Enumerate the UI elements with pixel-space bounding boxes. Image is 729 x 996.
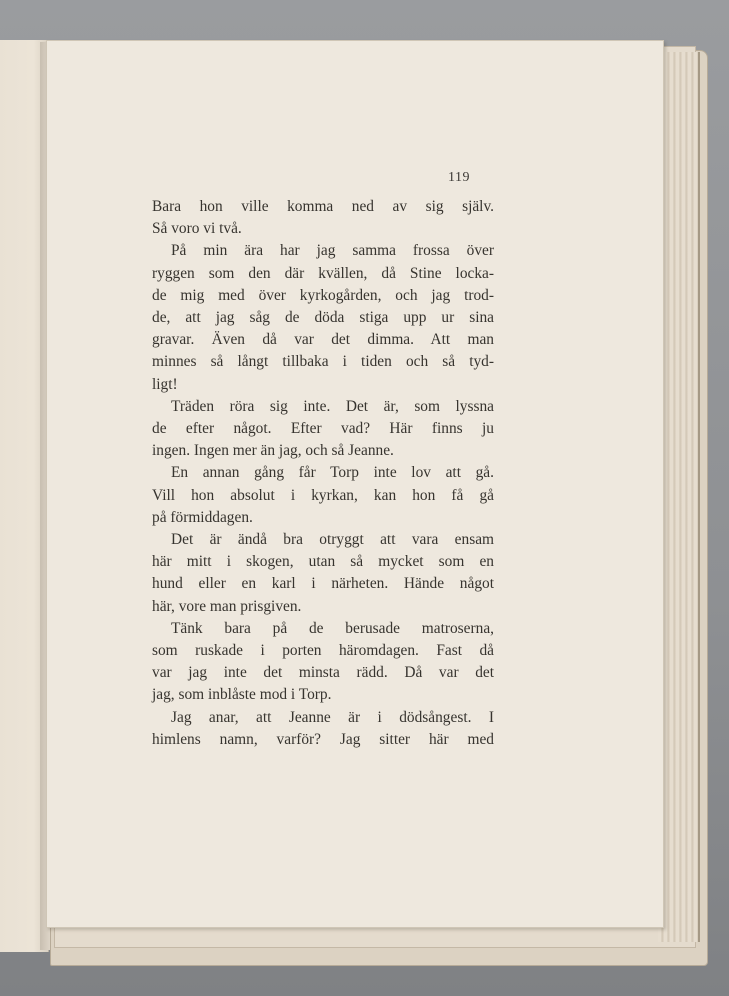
- text-line: minnes så långt tillbaka i tiden och så tyd-: [152, 353, 494, 371]
- text-line: var jag inte det minsta rädd. Då var det: [152, 664, 494, 682]
- text-line: himlens namn, varför? Jag sitter här med: [152, 730, 494, 748]
- text-line: Bara hon ville komma ned av sig själv.: [152, 198, 494, 215]
- text-line: På min ära har jag samma frossa över: [171, 242, 494, 260]
- text-line: de efter något. Efter vad? Här finns ju: [152, 420, 494, 438]
- text-line: ingen. Ingen mer än jag, och så Jeanne.: [152, 442, 394, 460]
- text-line: här mitt i skogen, utan så mycket som en: [152, 553, 494, 571]
- text-line: de mig med över kyrkogården, och jag trod-: [152, 286, 494, 304]
- text-line: Jag anar, att Jeanne är i dödsångest. I: [171, 708, 494, 726]
- text-line: Det är ändå bra otryggt att vara ensam: [171, 531, 494, 549]
- text-line: på förmiddagen.: [152, 508, 253, 526]
- text-line: som ruskade i porten häromdagen. Fast då: [152, 642, 494, 660]
- text-line: gravar. Även då var det dimma. Att man: [152, 331, 494, 349]
- text-line: Vill hon absolut i kyrkan, kan hon få gå: [152, 486, 494, 504]
- text-line: jag, som inblåste mod i Torp.: [152, 686, 332, 704]
- text-line: Träden röra sig inte. Det är, som lyssna: [171, 397, 494, 415]
- text-line: En annan gång får Torp inte lov att gå.: [171, 464, 494, 482]
- text-line: Tänk bara på de berusade matroserna,: [171, 619, 494, 637]
- text-line: här, vore man prisgiven.: [152, 597, 302, 615]
- text-line: de, att jag såg de döda stiga upp ur sina: [152, 309, 494, 327]
- page-number: 119: [448, 170, 470, 185]
- text-line: hund eller en karl i närheten. Hände något: [152, 575, 494, 593]
- text-line: Så voro vi två.: [152, 220, 242, 238]
- body-text: [152, 196, 494, 751]
- page-stack-edge: [658, 52, 700, 942]
- text-line: ligt!: [152, 375, 178, 393]
- text-line: ryggen som den där kvällen, då Stine locka-: [152, 264, 494, 282]
